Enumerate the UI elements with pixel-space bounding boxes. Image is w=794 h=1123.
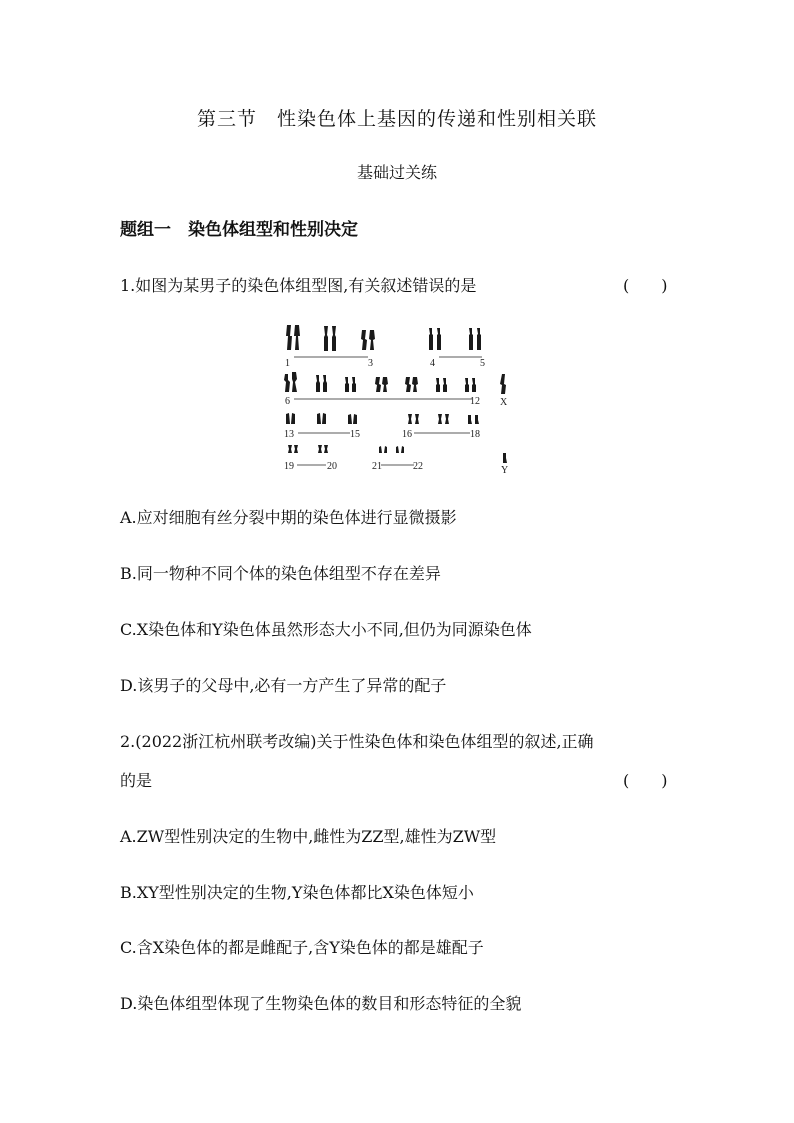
label-15: 15 [350,429,360,440]
label-12: 12 [470,396,480,407]
chromosome-pair-20 [318,445,328,453]
chromosome-pair-14 [317,413,326,424]
chromosome-pair-17 [438,414,449,424]
label-18: 18 [470,429,480,440]
chromosome-pair-15 [348,414,357,424]
question-1-option-d: D.该男子的父母中,必有一方产生了异常的配子 [120,676,447,695]
label-16: 16 [402,429,412,440]
exercise-subtitle: 基础过关练 [356,163,437,182]
chromosome-pair-21 [379,446,387,453]
chromosome-pair-3 [361,330,375,350]
section-title: 第三节 性染色体上基因的传递和性别相关联 [196,108,597,130]
question-1-answer-blank: ( ) [623,276,668,295]
chromosome-pair-13 [286,413,295,424]
label-1: 1 [285,358,290,369]
label-y: Y [501,465,509,476]
label-3: 3 [368,358,373,369]
karyotype-figure [282,322,522,482]
chromosome-pair-22 [396,446,404,453]
chromosome-pair-18 [468,415,479,424]
question-group-heading: 题组一 染色体组型和性别决定 [120,220,358,240]
label-20: 20 [327,461,337,472]
question-2-option-d: D.染色体组型体现了生物染色体的数目和形态特征的全貌 [120,994,522,1013]
label-6: 6 [285,396,290,407]
chromosome-pair-2 [324,326,336,351]
label-x: X [500,397,508,408]
chromosome-pair-6 [284,372,297,392]
question-2-option-c: C.含X染色体的都是雌配子,含Y染色体的都是雄配子 [120,938,484,957]
chromosome-pair-9 [375,377,388,392]
question-1-option-a: A.应对细胞有丝分裂中期的染色体进行显微摄影 [120,508,457,527]
question-2-answer-blank: ( ) [623,771,668,790]
chromosome-pair-11 [436,378,447,392]
chromosome-pair-7 [316,375,327,392]
question-2-stem-line-1: 2.(2022浙江杭州联考改编)关于性染色体和染色体组型的叙述,正确 [120,732,594,751]
chromosome-pair-4 [429,328,441,350]
question-1-option-b: B.同一物种不同个体的染色体组型不存在差异 [120,564,441,583]
chromosome-pair-19 [288,445,298,453]
question-1-stem: 1.如图为某男子的染色体组型图,有关叙述错误的是 [120,276,477,295]
karyotype-diagram [282,322,522,482]
label-13: 13 [284,429,294,440]
question-2-option-b: B.XY型性别决定的生物,Y染色体都比X染色体短小 [120,883,474,902]
label-22: 22 [413,461,423,472]
chromosome-y [503,453,507,463]
label-4: 4 [430,358,435,369]
chromosome-pair-8 [345,377,356,392]
chromosome-pair-12 [465,378,476,392]
chromosome-pair-5 [469,328,481,350]
chromosome-pair-1 [286,325,300,350]
label-19: 19 [284,461,294,472]
question-2-option-a: A.ZW型性别决定的生物中,雌性为ZZ型,雄性为ZW型 [120,827,497,846]
label-5: 5 [480,358,485,369]
chromosome-x [500,374,506,394]
question-1-option-c: C.X染色体和Y染色体虽然形态大小不同,但仍为同源染色体 [120,620,532,639]
question-2-stem-line-2: 的是 [120,771,153,790]
chromosome-pair-16 [408,414,419,424]
chromosome-pair-10 [405,377,418,392]
label-21: 21 [372,461,382,472]
